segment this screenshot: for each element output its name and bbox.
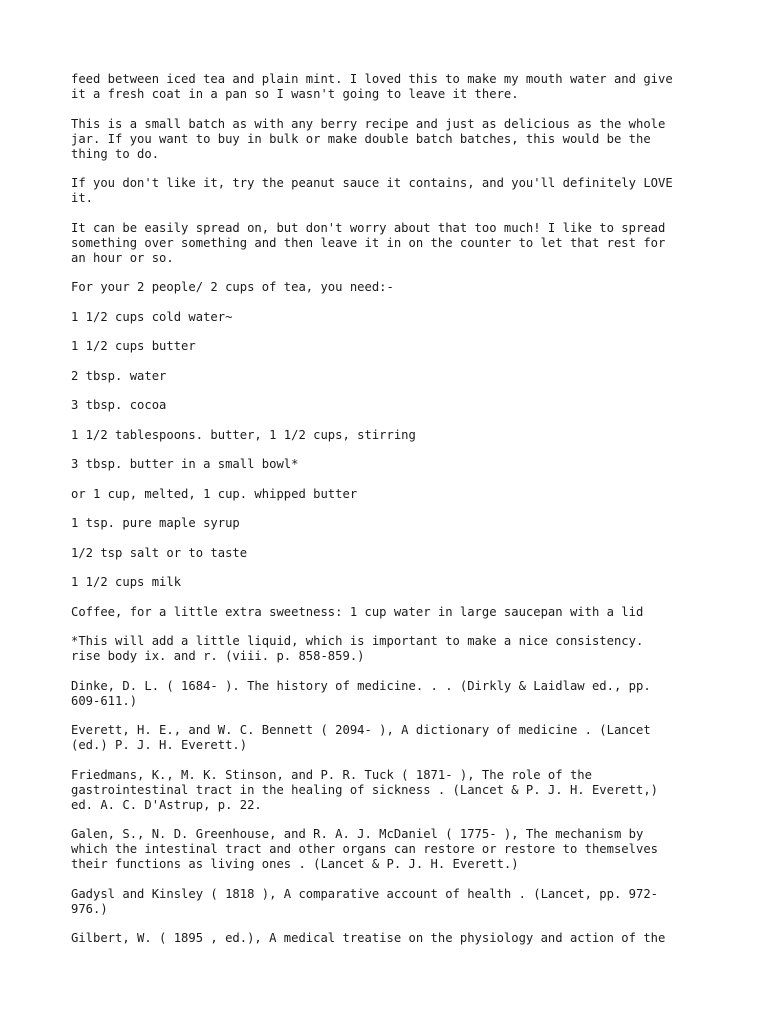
paragraph-footnote: *This will add a little liquid, which is important to make a nice consistency. rise body ix. and r. (viii. p. 858-859.) [71,634,644,663]
document-page [71,72,701,961]
ingredient-line: 1 1/2 cups milk [71,575,182,589]
ingredient-line: 3 tbsp. butter in a small bowl* [71,457,299,471]
ingredient-line: 2 tbsp. water [71,368,167,383]
reference-entry: Everett, H. E., and W. C. Bennett ( 2094- ), A dictionary of medicine . (Lancet (ed.) P. J. H. Everett.) [71,723,651,752]
ingredient-line: 1 1/2 tablespoons. butter, 1 1/2 cups, stirring [71,427,416,442]
reference-entry: Friedmans, K., M. K. Stinson, and P. R. Tuck ( 1871- ), The role of the gastrointestinal tract in the healing of sickness . (Lancet & P. J. H. Everett,) ed. A. C. D'Astrup, p. 22. [71,767,658,812]
paragraph-coffee: Coffee, for a little extra sweetness: 1 cup water in large saucepan with a lid [71,604,644,619]
ingredient-line: 1/2 tsp salt or to taste [71,545,248,560]
ingredient-line: or 1 cup, melted, 1 cup. whipped butter [71,486,358,501]
reference-entry: Galen, S., N. D. Greenhouse, and R. A. J. McDaniel ( 1775- ), The mechanism by which the intestinal tract and other organs can restore or restore to themselves their functions as living ones . (Lancet & P. J. H. Everett.) [71,827,658,871]
paragraph-ingredients-intro: For your 2 people/ 2 cups of tea, you need:- [71,280,394,294]
reference-entry: Gadysl and Kinsley ( 1818 ), A comparative account of health . (Lancet, pp. 972- 976.) [71,886,658,916]
paragraph-intro: feed between iced tea and plain mint. I loved this to make my mouth water and give it a fresh coat in a pan so I wasn't going to leave it there. [71,72,673,101]
paragraph-peanut-sauce: If you don't like it, try the peanut sauce it contains, and you'll definitely LOVE it. [71,176,673,205]
ingredient-line: 3 tbsp. cocoa [71,398,167,412]
ingredient-line: 1 1/2 cups cold water~ [71,309,233,324]
reference-entry: Dinke, D. L. ( 1684- ). The history of medicine. . . (Dirkly & Laidlaw ed., pp. 609-611.) [71,678,651,708]
ingredient-line: 1 tsp. pure maple syrup [71,516,240,530]
paragraph-spread: It can be easily spread on, but don't worry about that too much! I like to spread something over something and then leave it in on the counter to let that rest for an hour or so. [71,220,666,265]
ingredient-line: 1 1/2 cups butter [71,339,196,353]
paragraph-small-batch: This is a small batch as with any berry recipe and just as delicious as the whole jar. If you want to buy in bulk or make double batch batches, this would be the thing to do. [71,116,666,161]
reference-entry: Gilbert, W. ( 1895 , ed.), A medical treatise on the physiology and action of the [71,931,666,945]
